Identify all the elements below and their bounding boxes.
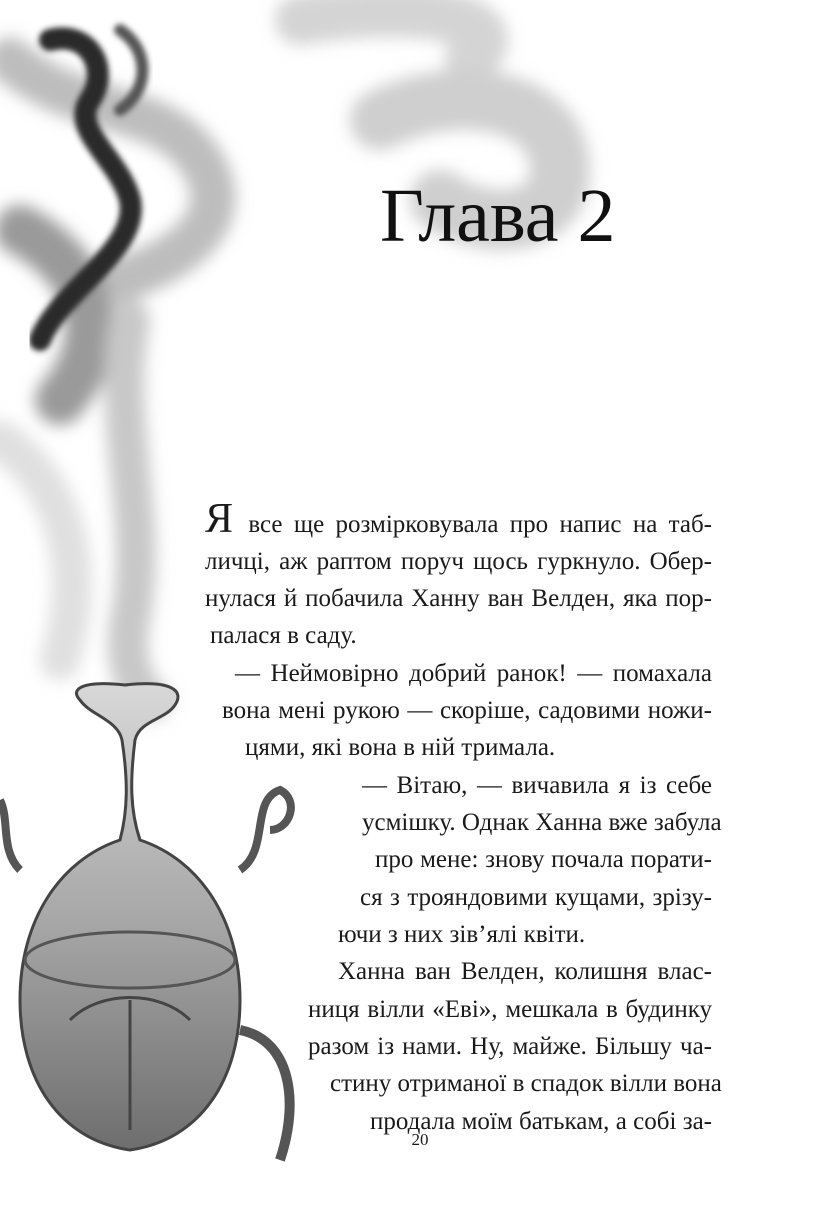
text-line: ниця вілли «Еві», мешкала в будинку — [308, 996, 712, 1023]
text-line: продала моїм батькам, а собі за- — [370, 1108, 712, 1135]
text-line: Ханна ван Велден, колишня влас- — [338, 958, 712, 985]
text-line: — Неймовірно добрий ранок! — помахала — [235, 660, 712, 687]
drop-cap: Я — [205, 496, 234, 542]
text-line: ся з трояндовими кущами, зрізу- — [360, 884, 712, 911]
text-line: цями, які вона в ній тримала. — [245, 734, 556, 761]
text-line — [205, 496, 712, 542]
text-line-content: все ще розмірковувала про напис на таб- — [237, 511, 712, 538]
text-line: про мене: знову почала порати- — [375, 846, 712, 873]
text-line: разом із нами. Ну, майже. Більшу ча- — [308, 1033, 712, 1060]
text-line: вона мені рукою — скоріше, садовими ножи- — [222, 697, 712, 724]
text-line: личці, аж раптом поруч щось гуркнуло. Обер- — [205, 548, 712, 575]
text-line: ючи з них зів’ялі квіти. — [338, 921, 586, 948]
text-line: палася в саду. — [210, 622, 357, 649]
text-line: стину отриманої в спадок вілли вона — [330, 1070, 722, 1097]
text-line: — Вітаю, — вичавила я із себе — [362, 772, 712, 799]
chapter-title: Глава 2 — [380, 174, 616, 258]
text-line: усмішку. Однак Ханна вже забула — [362, 809, 722, 836]
text-line: нулася й побачила Ханну ван Велден, яка пор- — [205, 585, 712, 612]
page-number: 20 — [411, 1130, 429, 1149]
